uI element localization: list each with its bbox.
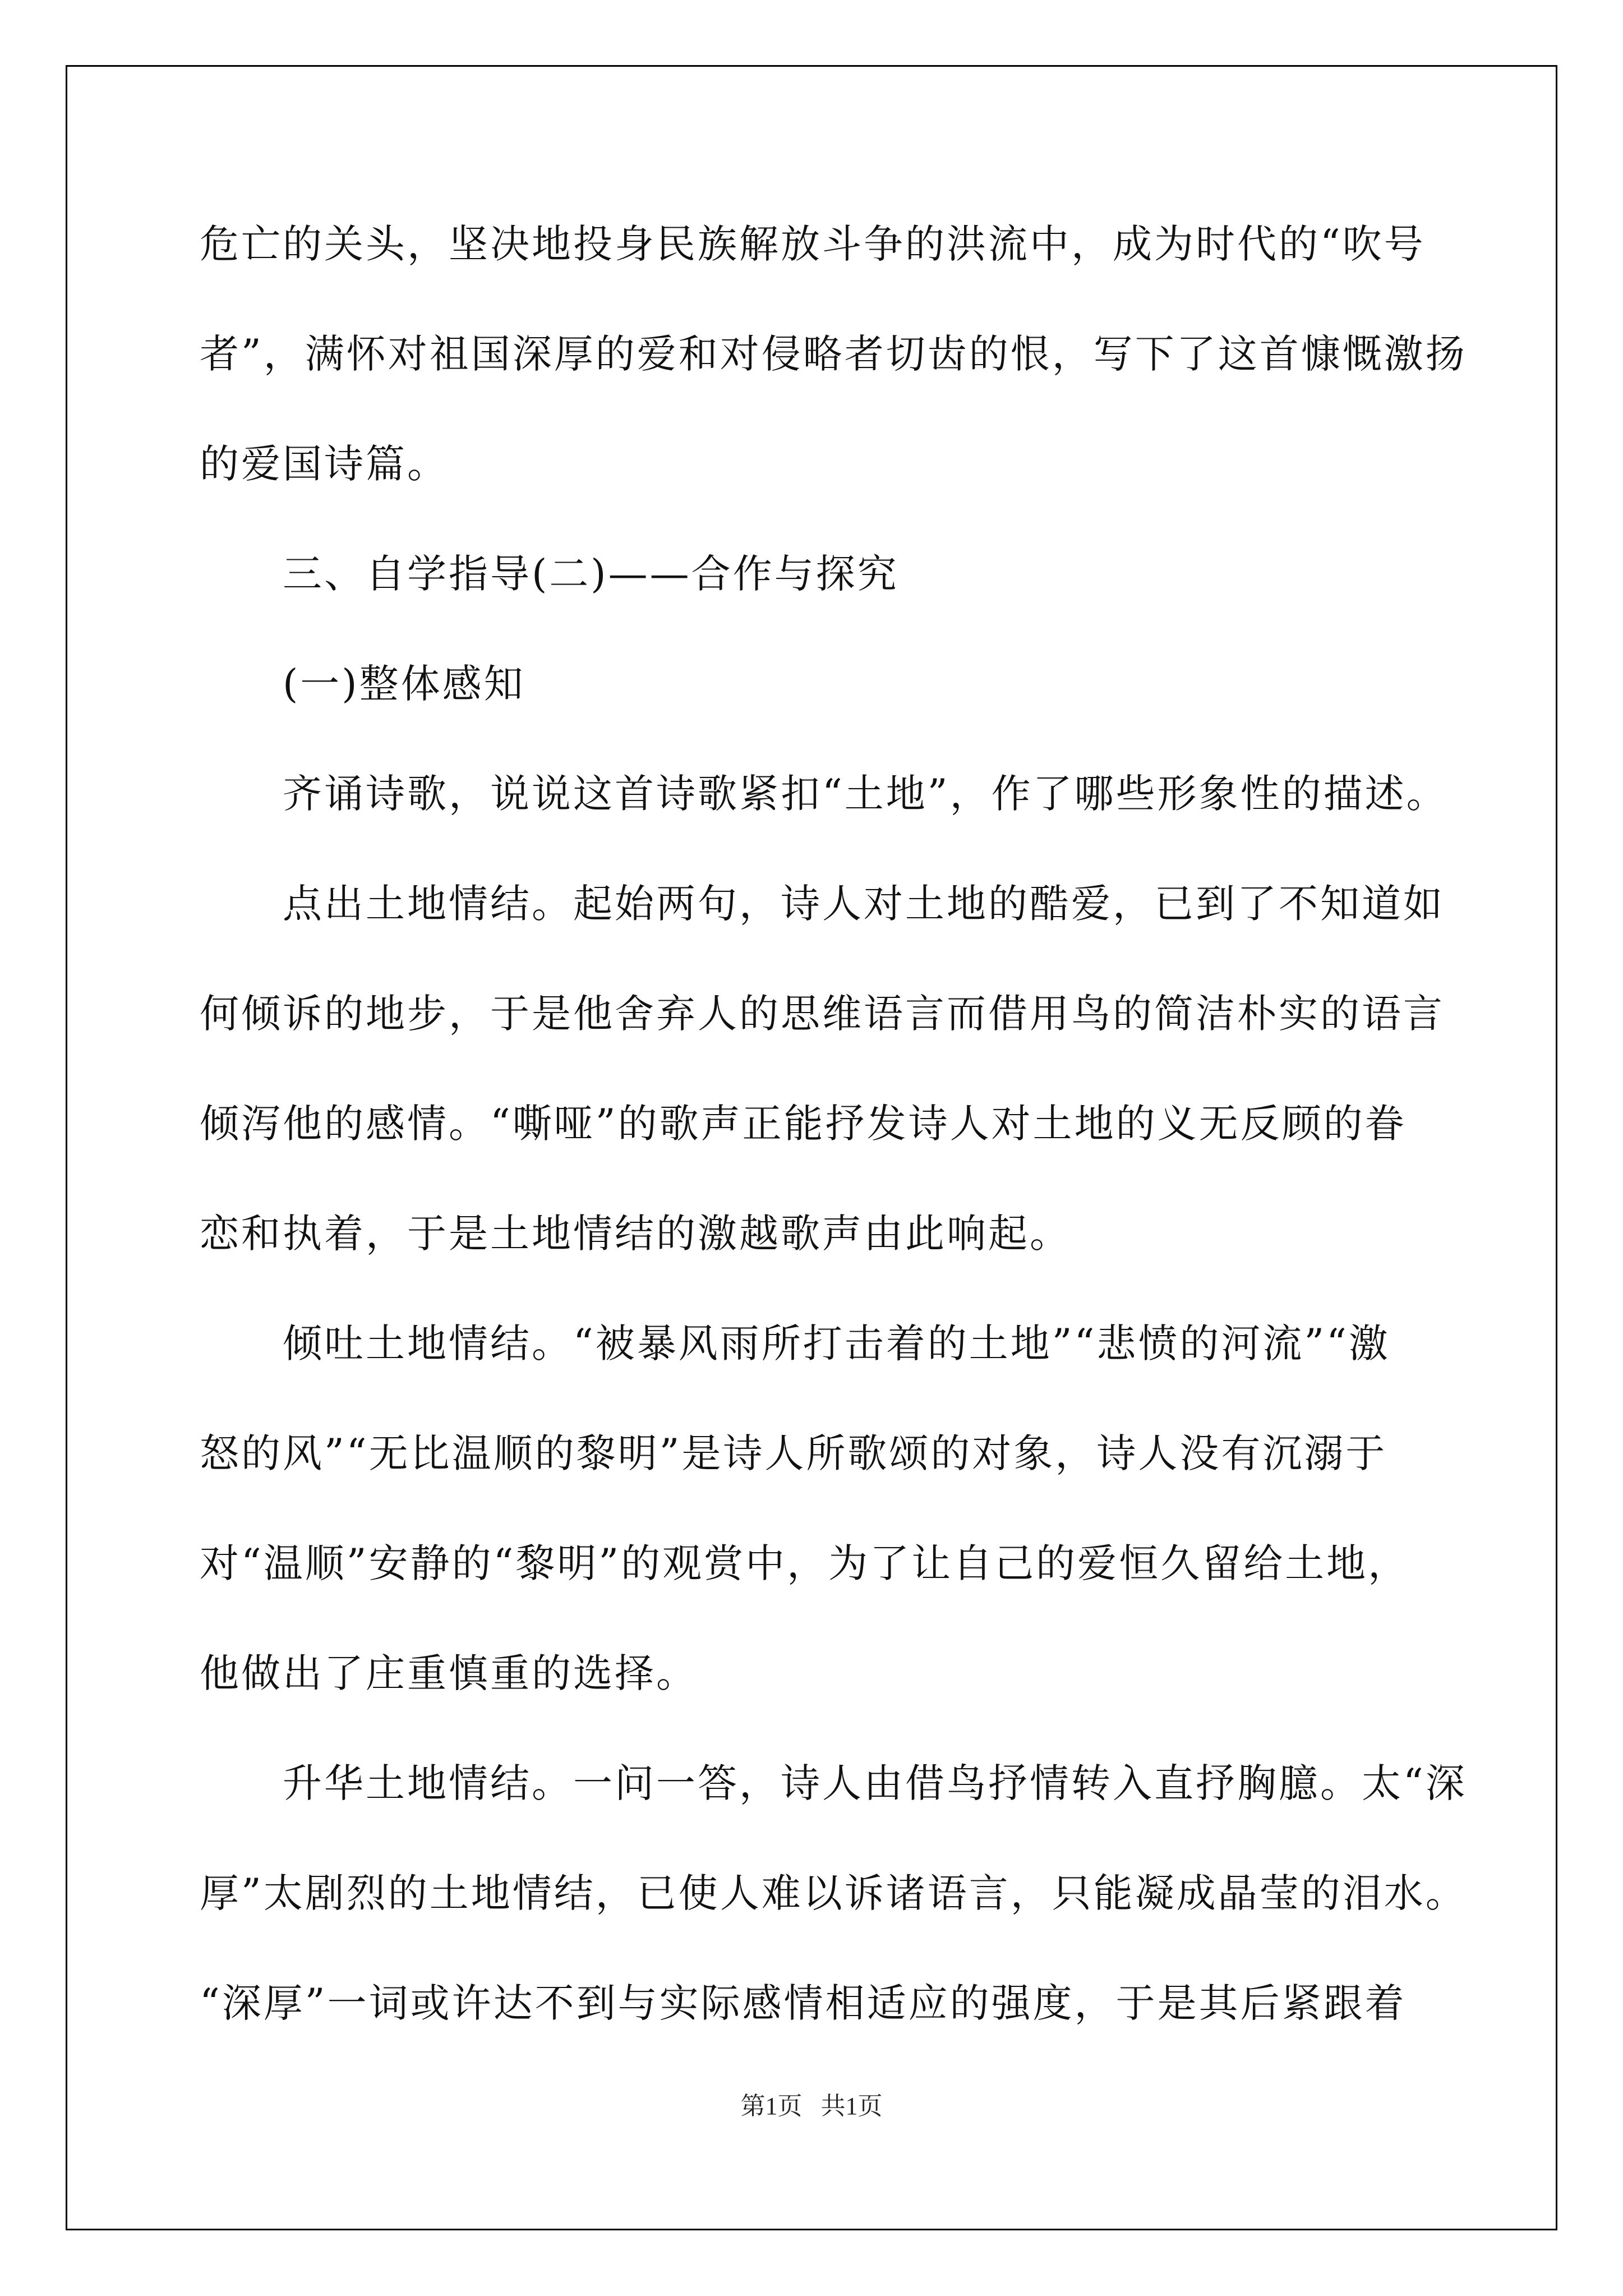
text-line: 厚”太剧烈的土地情结，已使人难以诉诸语言，只能凝成晶莹的泪水。 — [200, 1870, 1467, 1916]
text-line: 怒的风”“无比温顺的黎明”是诗人所歌颂的对象，诗人没有沉溺于 — [200, 1430, 1387, 1476]
text-line: 倾吐土地情结。“被暴风雨所打击着的土地”“悲愤的河流”“激 — [283, 1320, 1390, 1366]
text-line: 者”，满怀对祖国深厚的爱和对侵略者切齿的恨，写下了这首慷慨激扬 — [200, 331, 1467, 377]
text-line: “深厚”一词或许达不到与实际感情相适应的强度，于是其后紧跟着 — [200, 1980, 1407, 2026]
text-line: 对“温顺”安静的“黎明”的观赏中，为了让自己的爱恒久留给土地， — [200, 1540, 1410, 1586]
subsection-heading: (一)整体感知 — [283, 661, 525, 707]
text-line: 倾泻他的感情。“嘶哑”的歌声正能抒发诗人对土地的义无反顾的眷 — [200, 1101, 1407, 1147]
text-line: 他做出了庄重慎重的选择。 — [200, 1650, 698, 1696]
page-total: 共1页 — [820, 2092, 883, 2120]
text-line: 点出土地情结。起始两句，诗人对土地的酷爱，已到了不知道如 — [283, 881, 1445, 927]
text-line: 齐诵诗歌，说说这首诗歌紧扣“土地”，作了哪些形象性的描述。 — [283, 771, 1448, 817]
text-line: 恋和执着，于是土地情结的激越歌声由此响起。 — [200, 1211, 1071, 1257]
text-line: 升华土地情结。一问一答，诗人由借鸟抒情转入直抒胸臆。太“深 — [283, 1760, 1467, 1806]
text-line: 的爱国诗篇。 — [200, 441, 449, 487]
page-footer — [0, 2086, 1623, 2122]
footer-spacer — [803, 2092, 821, 2120]
page-number: 第1页 — [740, 2092, 803, 2120]
text-line: 危亡的关头，坚决地投身民族解放斗争的洪流中，成为时代的“吹号 — [200, 221, 1426, 267]
text-line: 何倾诉的地步，于是他舍弃人的思维语言而借用鸟的简洁朴实的语言 — [200, 991, 1445, 1037]
section-heading: 三、自学指导(二)——合作与探究 — [283, 551, 899, 597]
